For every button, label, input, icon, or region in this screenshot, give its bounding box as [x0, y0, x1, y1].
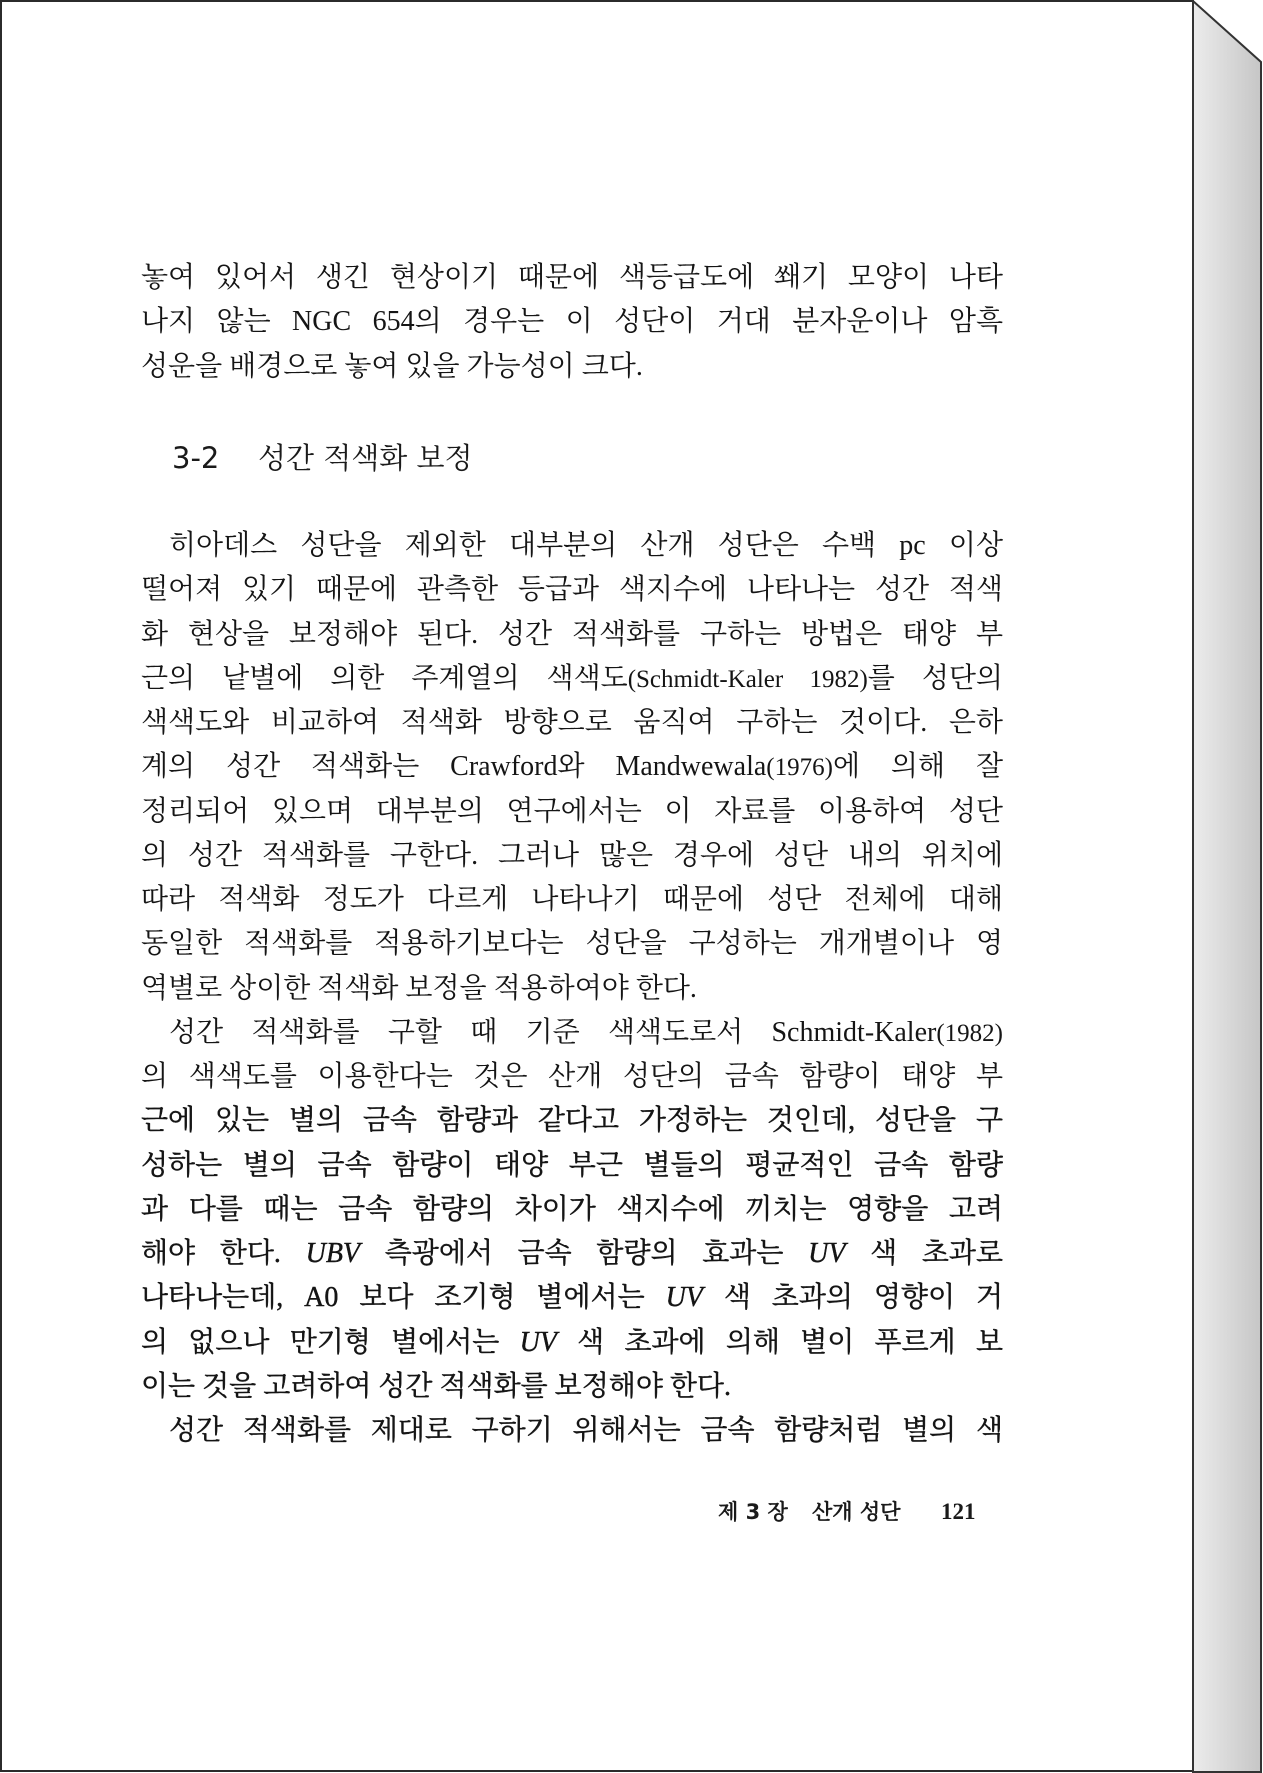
- text-line: 근에 있는 별의 금속 함량과 같다고 가정하는 것인데, 성단을 구: [141, 1105, 1003, 1137]
- text-segment: 해야 한다.: [141, 1238, 306, 1269]
- text-line: [141, 1232, 1003, 1276]
- text-segment: 의 없으나 만기형 별에서는: [141, 1326, 520, 1358]
- text-line: 히아데스 성단을 제외한 대부분의 산개 성단은 수백 pc 이상: [169, 530, 1003, 561]
- text-line: 색색도와 비교하여 적색화 방향으로 움직여 구하는 것이다. 은하: [141, 707, 1003, 738]
- text-segment: 근의 낱별에 의한 주계열의 색색도: [141, 662, 628, 694]
- section-heading: [0, 436, 1190, 480]
- text-segment: 나타나는데, A0 보다 조기형 별에서는: [141, 1282, 666, 1314]
- text-line: 나지 않는 NGC 654의 경우는 이 성단이 거대 분자운이나 암흑: [141, 306, 1003, 338]
- running-footer: [0, 1497, 1190, 1527]
- text-segment: 색 초과의 영향이 거: [702, 1282, 1003, 1314]
- text-segment: 에 의해 잘: [832, 751, 1003, 783]
- italic-term: UV: [808, 1238, 846, 1269]
- section-number: 3-2: [172, 441, 220, 475]
- text-line: 의 색색도를 이용한다는 것은 산개 성단의 금속 함량이 태양 부: [141, 1061, 1003, 1092]
- text-line: [141, 1011, 1003, 1055]
- text-segment: 색 초과로: [845, 1238, 1003, 1269]
- text-segment: 측광에서 금속 함량의 효과는: [360, 1238, 809, 1269]
- text-line: 성간 적색화를 제대로 구하기 위해서는 금속 함량처럼 별의 색: [169, 1415, 1003, 1446]
- italic-term: UV: [519, 1326, 557, 1358]
- text-line: 과 다를 때는 금속 함량의 차이가 색지수에 끼치는 영향을 고려: [141, 1193, 1003, 1225]
- section-title: 성간 적색화 보정: [258, 441, 473, 475]
- text-line: 성하는 별의 금속 함량이 태양 부근 별들의 평균적인 금속 함량: [141, 1149, 1003, 1181]
- text-line: 떨어져 있기 때문에 관측한 등급과 색지수에 나타나는 성간 적색: [141, 574, 1003, 606]
- paragraph: [141, 1011, 1003, 1409]
- paragraph: [141, 524, 1003, 1011]
- page-number: 121: [941, 1499, 976, 1524]
- text-line: 의 성간 적색화를 구한다. 그러나 많은 경우에 성단 내의 위치에: [141, 839, 1003, 871]
- text-line: 놓여 있어서 생긴 현상이기 때문에 색등급도에 쐐기 모양이 나타: [141, 262, 1003, 293]
- text-line: [141, 657, 1003, 701]
- citation-year: (1982): [936, 1019, 1003, 1047]
- text-segment: 색 초과에 의해 별이 푸르게 보: [556, 1326, 1003, 1358]
- citation: (Schmidt-Kaler 1982): [627, 665, 868, 693]
- text-line: 역별로 상이한 적색화 보정을 적용하여야 한다.: [141, 972, 697, 1004]
- citation-year: (1976): [766, 754, 833, 782]
- text-line: 따라 적색화 정도가 다르게 나타나기 때문에 성단 전체에 대해: [141, 884, 1003, 915]
- footer-chapter: 제 3 장: [718, 1500, 788, 1524]
- text-segment: 계의 성간 적색화는 Crawford와 Mandwewala: [141, 751, 767, 783]
- text-line: 동일한 적색화를 적용하기보다는 성단을 구성하는 개개별이나 영: [141, 928, 1003, 960]
- text-segment: 를 성단의: [867, 662, 1003, 694]
- text-line: [141, 1276, 1003, 1320]
- text-line: [141, 1321, 1003, 1365]
- italic-term: UV: [665, 1282, 703, 1314]
- text-segment: 성간 적색화를 구할 때 기준 색색도로서 Schmidt-Kaler: [169, 1016, 937, 1048]
- text-line: [141, 745, 1003, 789]
- carryover-paragraph: [141, 256, 1003, 389]
- text-line: 정리되어 있으며 대부분의 연구에서는 이 자료를 이용하여 성단: [141, 795, 1003, 827]
- text-line: 화 현상을 보정해야 된다. 성간 적색화를 구하는 방법은 태양 부: [141, 618, 1003, 650]
- paragraph: [141, 1409, 1003, 1453]
- text-line: 이는 것을 고려하여 성간 적색화를 보정해야 한다.: [141, 1370, 731, 1402]
- italic-term: UBV: [305, 1238, 361, 1269]
- text-line: 성운을 배경으로 놓여 있을 가능성이 크다.: [141, 350, 643, 382]
- body-text: [141, 524, 1003, 1453]
- footer-chapter-title: 산개 성단: [812, 1500, 901, 1524]
